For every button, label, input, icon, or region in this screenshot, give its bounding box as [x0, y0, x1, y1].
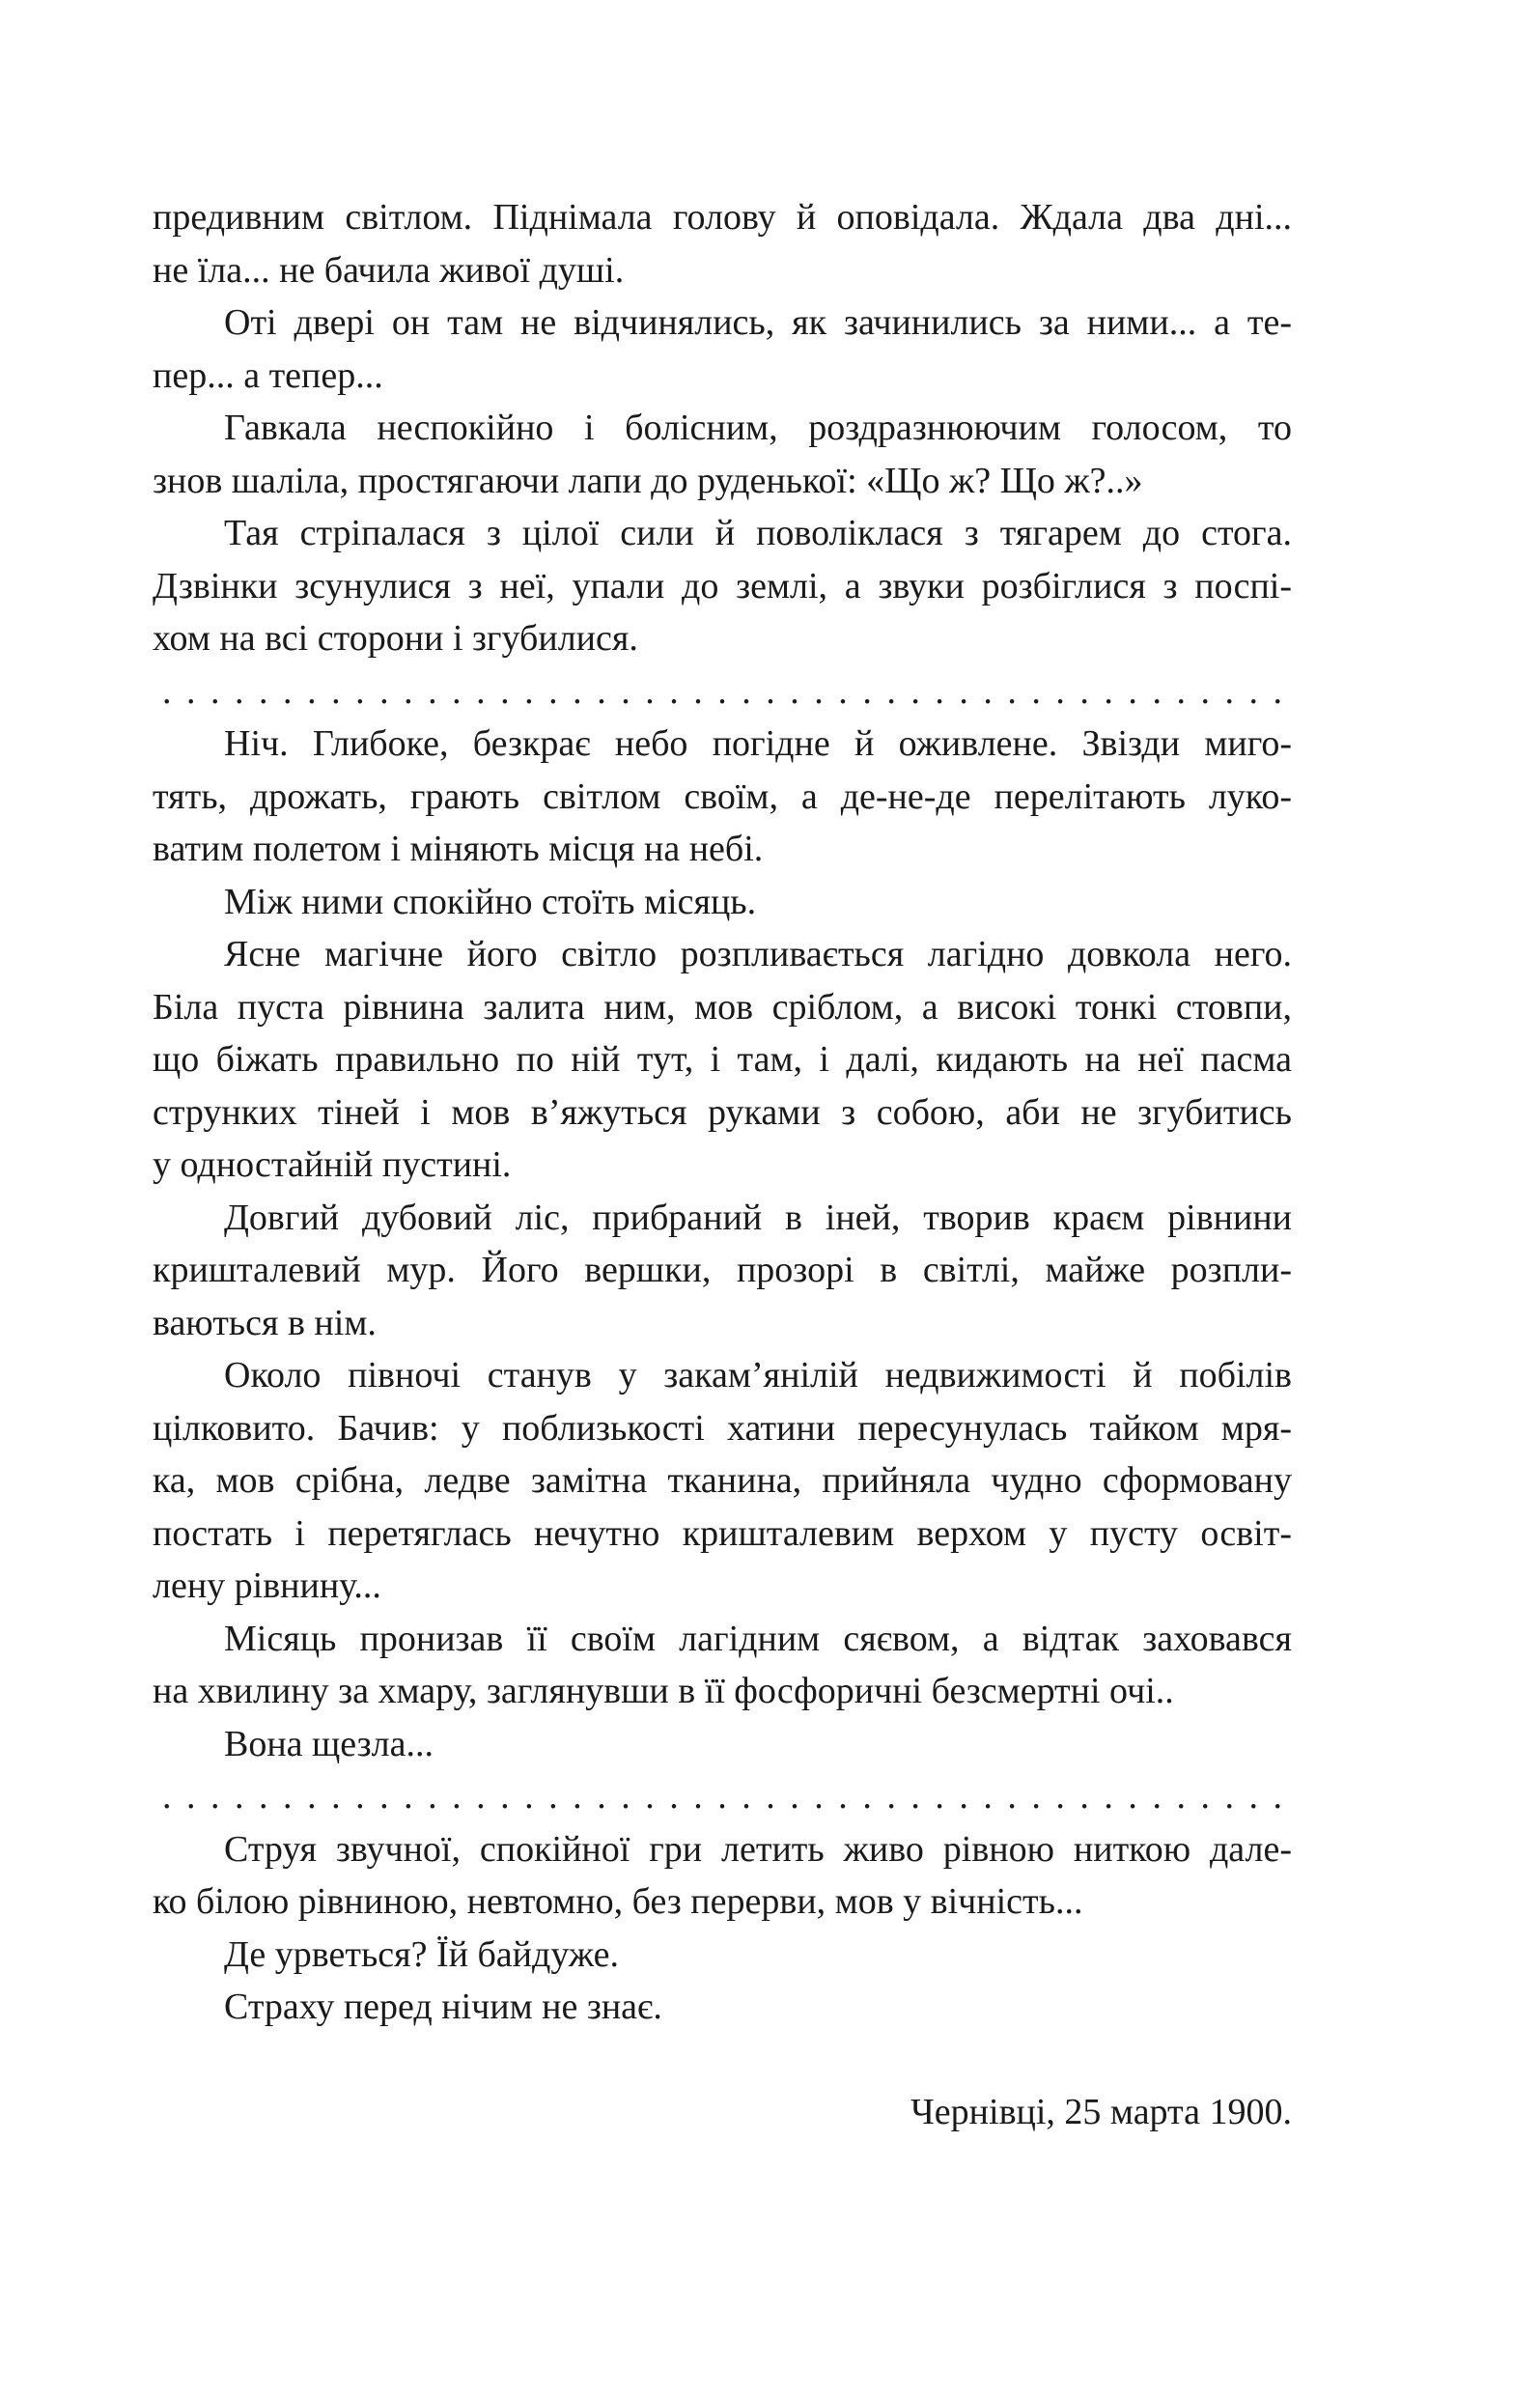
text-line: Струя звучної, спокійної гри летить живо рівною ниткою дале-	[224, 1828, 1292, 1870]
text-line: цілковито. Бачив: у поблизькості хатини пересунулась тайком мря-	[153, 1407, 1292, 1449]
text-line: струнких тіней і мов в’яжуться руками з собою, аби не згубитись	[153, 1091, 1292, 1133]
paragraph	[153, 1349, 1292, 1613]
text-line: пер... а тепер...	[153, 354, 383, 396]
text-block	[153, 191, 1292, 2034]
text-line: Около півночі станув у закам’янілій недвижимості й побілів	[224, 1355, 1292, 1395]
text-line: Місяць пронизав її своїм лагідним сяєвом, а відтак заховався	[224, 1618, 1292, 1659]
text-line: Ніч. Глибоке, безкрає небо погідне й оживлене. Звізди миго-	[224, 723, 1292, 764]
paragraph	[153, 191, 1292, 296]
text-line: Тая стріпалася з цілої сили й поволіклася з тягарем до стога.	[224, 513, 1292, 553]
section-2	[153, 718, 1292, 1770]
text-line: Вона щезла...	[224, 1723, 434, 1764]
text-line: у одностайній пустині.	[153, 1144, 512, 1185]
text-line: Довгий дубовий ліс, прибраний в іней, творив краєм рівнини	[224, 1197, 1292, 1238]
text-line: Біла пуста рівнина залита ним, мов сріблом, а високі тонкі стовпи,	[153, 986, 1292, 1028]
paragraph	[153, 1613, 1292, 1718]
text-line: ватим полетом і міняють місця на небі.	[153, 829, 764, 869]
text-line: кришталевий мур. Його вершки, прозорі в світлі, майже розпли-	[153, 1250, 1292, 1290]
paragraph	[153, 1823, 1292, 1929]
text-line: тять, дрожать, грають світлом своїм, а де-не-де перелітають луко-	[153, 775, 1292, 817]
text-line: на хвилину за хмару, заглянувши в її фосфоричні безсмертні очі..	[153, 1671, 1174, 1711]
text-line: лену рівнину...	[153, 1565, 381, 1606]
paragraph	[153, 718, 1292, 876]
text-line: постать і перетяглась нечутно кришталевим верхом у пусту освіт-	[153, 1512, 1292, 1554]
text-line: що біжать правильно по ній тут, і там, і далі, кидають на неї пасма	[153, 1039, 1292, 1080]
text-line: не їла... не бачила живої душі.	[153, 249, 625, 291]
text-line: Дзвінки зсунулися з неї, упали до землі, а звуки розбіглися з поспі-	[153, 565, 1292, 606]
text-line: Де урветься? Їй байдуже.	[224, 1933, 619, 1975]
text-line: Оті двері он там не відчинялись, як зачинились за ними... а те-	[224, 302, 1292, 343]
text-line: Гавкала неспокійно і болісним, роздразнюючим голосом, то	[224, 408, 1292, 448]
text-line: ко білою рівниною, невтомно, без перерви, мов у вічність...	[153, 1881, 1083, 1922]
section-1	[153, 191, 1292, 665]
dotted-separator-1: . . . . . . . . . . . . . . . . . . . . . . . . . . . . . . . . . . . . . . . . . . . . . . .	[162, 670, 1282, 712]
text-line: ка, мов срібна, ледве замітна тканина, прийняла чудно сформовану	[153, 1460, 1292, 1501]
text-line: Ясне магічне його світло розпливається лагідно довкола него.	[224, 934, 1292, 974]
paragraph	[153, 1192, 1292, 1350]
text-line: Між ними спокійно стоїть місяць.	[224, 881, 757, 922]
paragraph	[153, 507, 1292, 665]
paragraph	[153, 928, 1292, 1192]
text-line: хом на всі сторони і згубилися.	[153, 618, 638, 659]
text-line: ваються в нім.	[153, 1302, 377, 1343]
paragraph	[153, 1929, 1292, 1982]
dotted-separator-2: . . . . . . . . . . . . . . . . . . . . . . . . . . . . . . . . . . . . . . . . . . . . . . .	[162, 1776, 1282, 1817]
section-3	[153, 1823, 1292, 2034]
paragraph	[153, 402, 1292, 507]
text-line: предивним світлом. Піднімала голову й оповідала. Ждала два дні...	[153, 197, 1292, 238]
signature-line: Чернівці, 25 марта 1900.	[910, 2092, 1292, 2132]
text-line: знов шаліла, простягаючи лапи до руденької: «Що ж? Що ж?..»	[153, 460, 1143, 501]
paragraph	[153, 876, 1292, 929]
paragraph	[153, 1718, 1292, 1771]
text-line: Страху перед нічим не знає.	[224, 1987, 662, 2027]
paragraph	[153, 1981, 1292, 2034]
paragraph	[153, 296, 1292, 402]
